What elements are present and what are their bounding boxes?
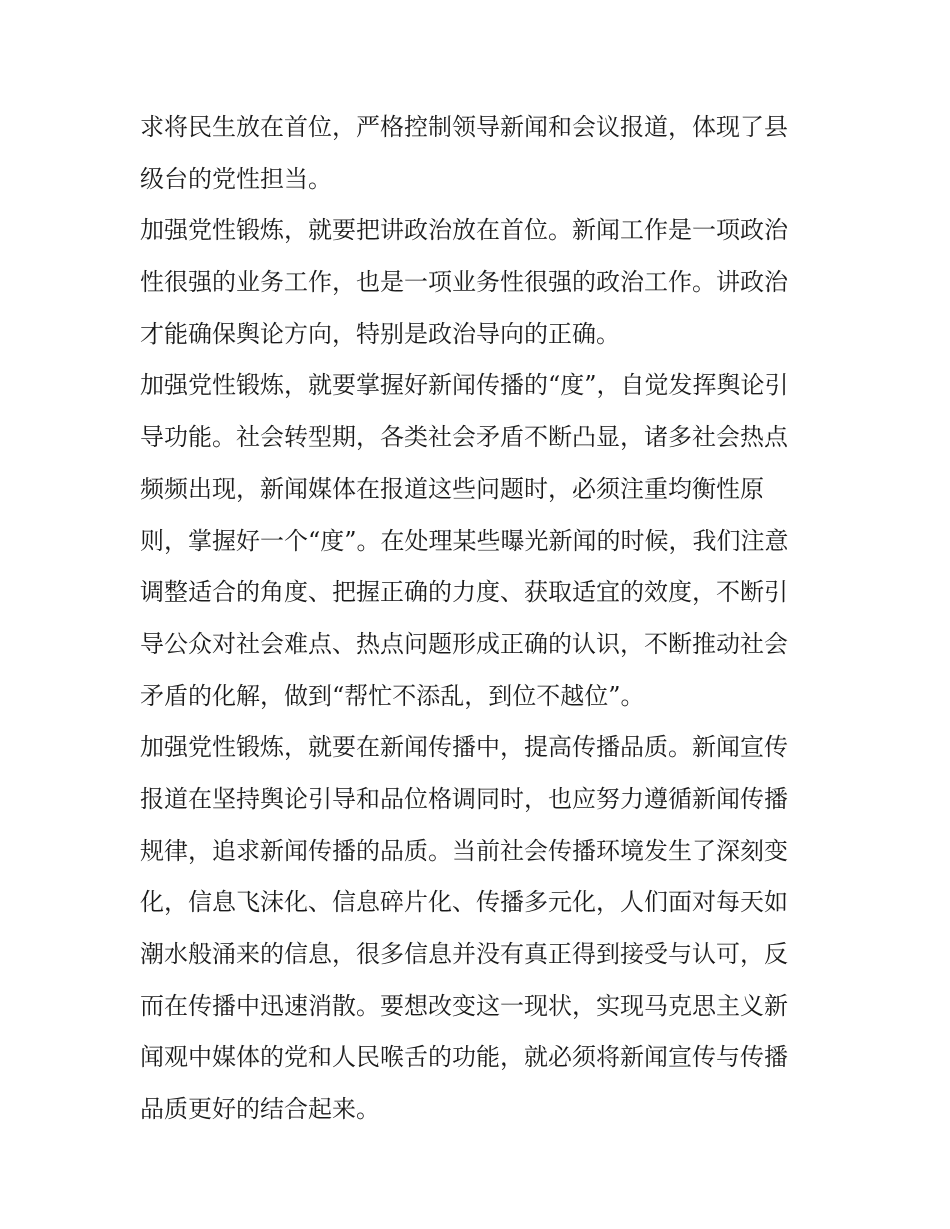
text-line: 化，信息飞沫化、信息碎片化、传播多元化，人们面对每天如 xyxy=(140,888,788,917)
text-line: 矛盾的化解，做到“帮忙不添乱，到位不越位”。 xyxy=(140,681,645,710)
text-line: 加强党性锻炼，就要在新闻传播中，提高传播品质。新闻宣传 xyxy=(140,733,788,762)
text-line: 品质更好的结合起来。 xyxy=(140,1095,380,1124)
text-line: 才能确保舆论方向，特别是政治导向的正确。 xyxy=(140,319,620,348)
text-line: 闻观中媒体的党和人民喉舌的功能，就必须将新闻宣传与传播 xyxy=(140,1043,788,1072)
document-body xyxy=(140,102,820,1136)
text-line: 导公众对社会难点、热点问题形成正确的认识，不断推动社会 xyxy=(140,629,788,658)
text-line: 性很强的业务工作，也是一项业务性很强的政治工作。讲政治 xyxy=(140,268,788,297)
text-line: 则，掌握好一个“度”。在处理某些曝光新闻的时候，我们注意 xyxy=(140,526,789,555)
text-line: 而在传播中迅速消散。要想改变这一现状，实现马克思主义新 xyxy=(140,991,788,1020)
text-line: 加强党性锻炼，就要掌握好新闻传播的“度”，自觉发挥舆论引 xyxy=(140,371,789,400)
text-line: 加强党性锻炼，就要把讲政治放在首位。新闻工作是一项政治 xyxy=(140,216,788,245)
text-line: 报道在坚持舆论引导和品位格调同时，也应努力遵循新闻传播 xyxy=(140,784,788,813)
text-line: 调整适合的角度、把握正确的力度、获取适宜的效度，不断引 xyxy=(140,578,788,607)
text-line: 潮水般涌来的信息，很多信息并没有真正得到接受与认可，反 xyxy=(140,940,788,968)
text-line: 级台的党性担当。 xyxy=(140,164,332,193)
text-line: 规律，追求新闻传播的品质。当前社会传播环境发生了深刻变 xyxy=(140,836,788,865)
text-line: 频频出现，新闻媒体在报道这些问题时，必须注重均衡性原 xyxy=(140,474,764,503)
text-line: 求将民生放在首位，严格控制领导新闻和会议报道，体现了县 xyxy=(140,113,788,141)
text-line: 导功能。社会转型期，各类社会矛盾不断凸显，诸多社会热点 xyxy=(140,423,788,452)
